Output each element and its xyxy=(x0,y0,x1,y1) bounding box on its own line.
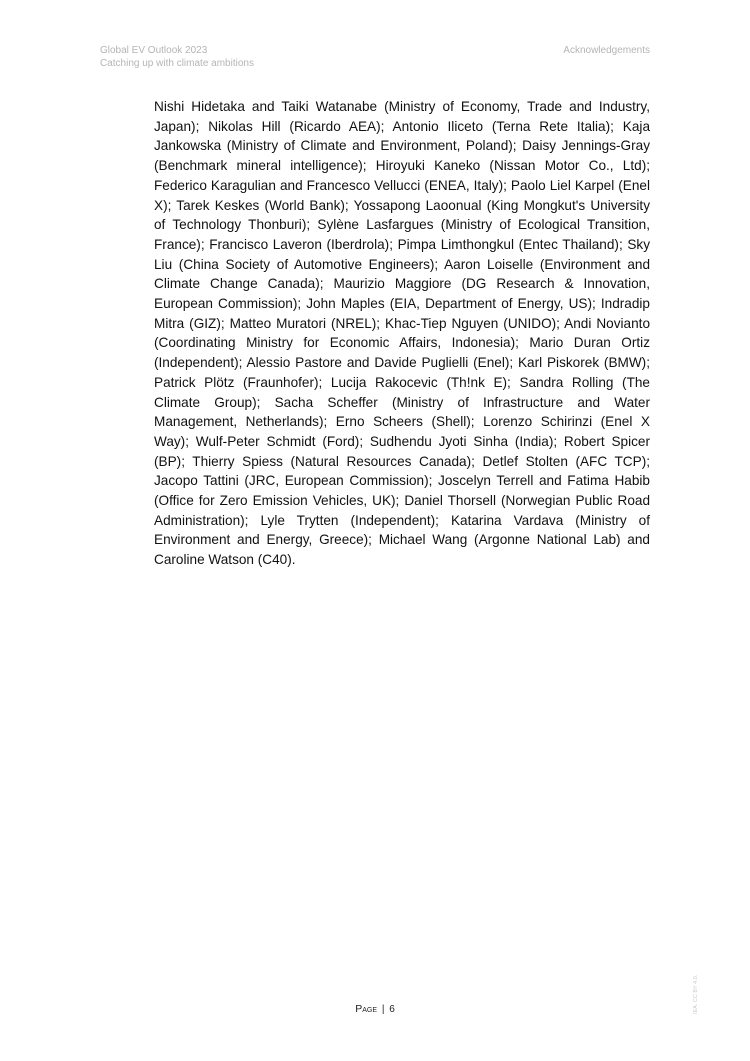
acknowledgements-paragraph: Nishi Hidetaka and Taiki Watanabe (Ministry of Economy, Trade and Industry, Japan); Nikolas Hill (Ricardo AEA); Antonio Iliceto (Terna Rete Italia); Kaja Jankowska (Ministry of Climate and Environment, Poland); Daisy Jennings-Gray (Benchmark mineral intelligence); Hiroyuki Kaneko (Nissan Motor Co., Ltd); Federico Karagulian and Francesco Vellucci (ENEA, Italy); Paolo Liel Karpel (Enel X); Tarek Keskes (World Bank); Yossapong Laoonual (King Mongkut's University of Technology Thonburi); Sylène Lasfargues (Ministry of Ecological Transition, France); Francisco Laveron (Iberdrola); Pimpa Limthongkul (Entec Thailand); Sky Liu (China Society of Automotive Engineers); Aaron Loiselle (Environment and Climate Change Canada); Maurizio Maggiore (DG Research & Innovation, European Commission); John Maples (EIA, Department of Energy, US); Indradip Mitra (GIZ); Matteo Muratori (NREL); Khac-Tiep Nguyen (UNIDO); Andi Novianto (Coordinating Ministry for Economic Affairs, Indonesia); Mario Duran Ortiz (Independent); Alessio Pastore and Davide Puglielli (Enel); Karl Piskorek (BMW); Patrick Plötz (Fraunhofer); Lucija Rakocevic (Th!nk E); Sandra Rolling (The Climate Group); Sacha Scheffer (Ministry of Infrastructure and Water Management, Netherlands); Erno Scheers (Shell); Lorenzo Schirinzi (Enel X Way); Wulf-Peter Schmidt (Ford); Sudhendu Jyoti Sinha (India); Robert Spicer (BP); Thierry Spiess (Natural Resources Canada); Detlef Stolten (AFC TCP); Jacopo Tattini (JRC, European Commission); Joscelyn Terrell and Fatima Habib (Office for Zero Emission Vehicles, UK); Daniel Thorsell (Norwegian Public Road Administration); Lyle Trytten (Independent); Katarina Vardava (Ministry of Environment and Energy, Greece); Michael Wang (Argonne National Lab) and Caroline Watson (C40). xyxy=(154,99,650,568)
license-note: IEA. CC BY 4.0. xyxy=(693,974,699,1014)
report-subtitle: Catching up with climate ambitions xyxy=(100,58,254,69)
page-separator: | xyxy=(381,1004,385,1015)
page-header xyxy=(100,44,650,74)
page-number: 6 xyxy=(389,1004,395,1015)
page-footer xyxy=(0,1002,750,1017)
page-label: Page xyxy=(355,1003,378,1015)
section-title: Acknowledgements xyxy=(563,45,650,56)
report-title: Global EV Outlook 2023 xyxy=(100,45,208,56)
header-report-info xyxy=(100,44,254,70)
